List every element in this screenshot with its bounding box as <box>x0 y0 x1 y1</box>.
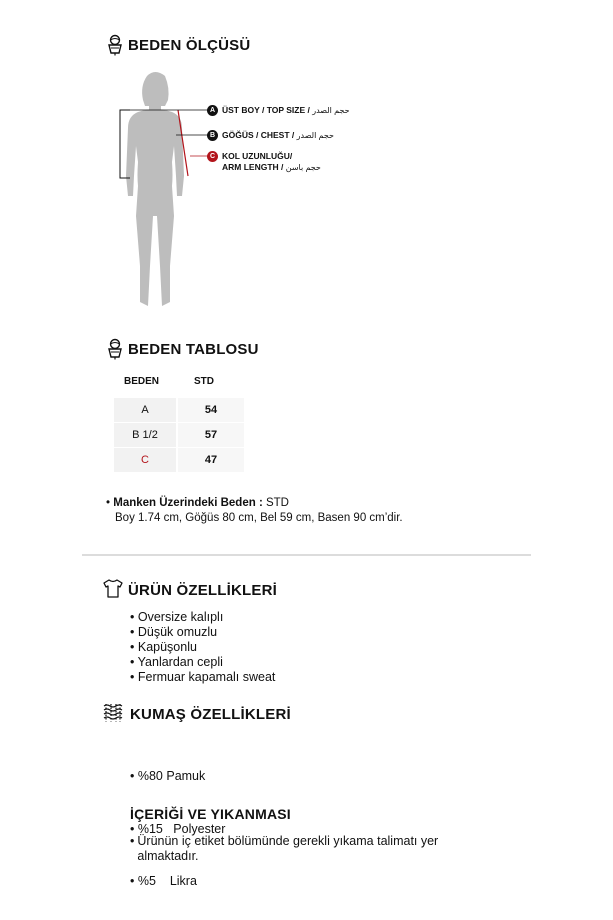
size-row-a-label: A <box>114 398 176 423</box>
measurement-a <box>207 105 350 116</box>
list-item: • %5 Likra <box>130 873 225 891</box>
fabric-icon <box>103 703 123 723</box>
care-text: Ürünün iç etiket bölümünde gerekli yıkama talimatı yer almaktadır. <box>137 834 439 863</box>
size-table-icon <box>106 338 124 360</box>
list-item: • %80 Pamuk <box>130 768 225 786</box>
size-table-header-beden: BEDEN <box>124 376 160 387</box>
list-item: • Yanlardan cepli <box>130 655 275 670</box>
model-info-details: Boy 1.74 cm, Göğüs 80 cm, Bel 59 cm, Basen 90 cm’dir. <box>115 512 403 524</box>
measurement-b-label: GÖĞÜS / CHEST / <box>222 130 295 140</box>
product-features-list <box>130 610 275 685</box>
size-row-a-value: 54 <box>176 398 244 423</box>
size-guide-icon <box>106 34 124 56</box>
measurement-a-arabic: حجم الصدر <box>312 106 350 115</box>
model-info-value: STD <box>265 497 289 509</box>
fabric-features-title: KUMAŞ ÖZELLİKLERİ <box>130 706 291 723</box>
list-item: • Düşük omuzlu <box>130 625 275 640</box>
list-item: • Kapüşonlu <box>130 640 275 655</box>
care-text-block: • Ürünün iç etiket bölümünde gerekli yıkama talimatı yer almaktadır. <box>130 834 490 864</box>
product-features-title: ÜRÜN ÖZELLİKLERİ <box>128 582 278 599</box>
size-table <box>114 398 244 473</box>
badge-a: A <box>207 105 218 116</box>
measurement-c-arabic: حجم باسن <box>285 163 321 172</box>
list-item: • %15 Polyester <box>130 821 225 839</box>
size-row-c-label: C <box>114 448 176 473</box>
table-row <box>114 423 244 448</box>
list-item: • Oversize kalıplı <box>130 610 275 625</box>
measurement-c-label-2: ARM LENGTH / <box>222 162 284 172</box>
measurement-c-label-1: KOL UZUNLUĞU/ <box>222 151 293 161</box>
model-info-label: Manken Üzerindeki Beden : <box>113 497 263 509</box>
table-row <box>114 448 244 473</box>
care-title: İÇERİĞİ VE YIKANMASI <box>130 806 291 822</box>
section-divider <box>82 554 531 556</box>
measurement-c <box>207 151 321 173</box>
size-row-b-label: B 1/2 <box>114 423 176 448</box>
badge-b: B <box>207 130 218 141</box>
model-info: • Manken Üzerindeki Beden : STD Boy 1.74 cm, Göğüs 80 cm, Bel 59 cm, Basen 90 cm’dir. <box>106 496 526 526</box>
table-row <box>114 398 244 423</box>
size-table-header-std: STD <box>194 376 214 387</box>
size-table-title: BEDEN TABLOSU <box>128 341 259 358</box>
measurement-b-arabic: حجم الصدر <box>296 131 334 140</box>
badge-c: C <box>207 151 218 162</box>
measurement-a-label: ÜST BOY / TOP SIZE / <box>222 105 310 115</box>
measurement-b <box>207 130 334 141</box>
tshirt-icon <box>103 579 123 598</box>
size-row-c-value: 47 <box>176 448 244 473</box>
measurement-connectors <box>120 104 212 169</box>
size-row-b-value: 57 <box>176 423 244 448</box>
list-item: • Fermuar kapamalı sweat <box>130 670 275 685</box>
size-guide-title: BEDEN ÖLÇÜSÜ <box>128 37 251 54</box>
